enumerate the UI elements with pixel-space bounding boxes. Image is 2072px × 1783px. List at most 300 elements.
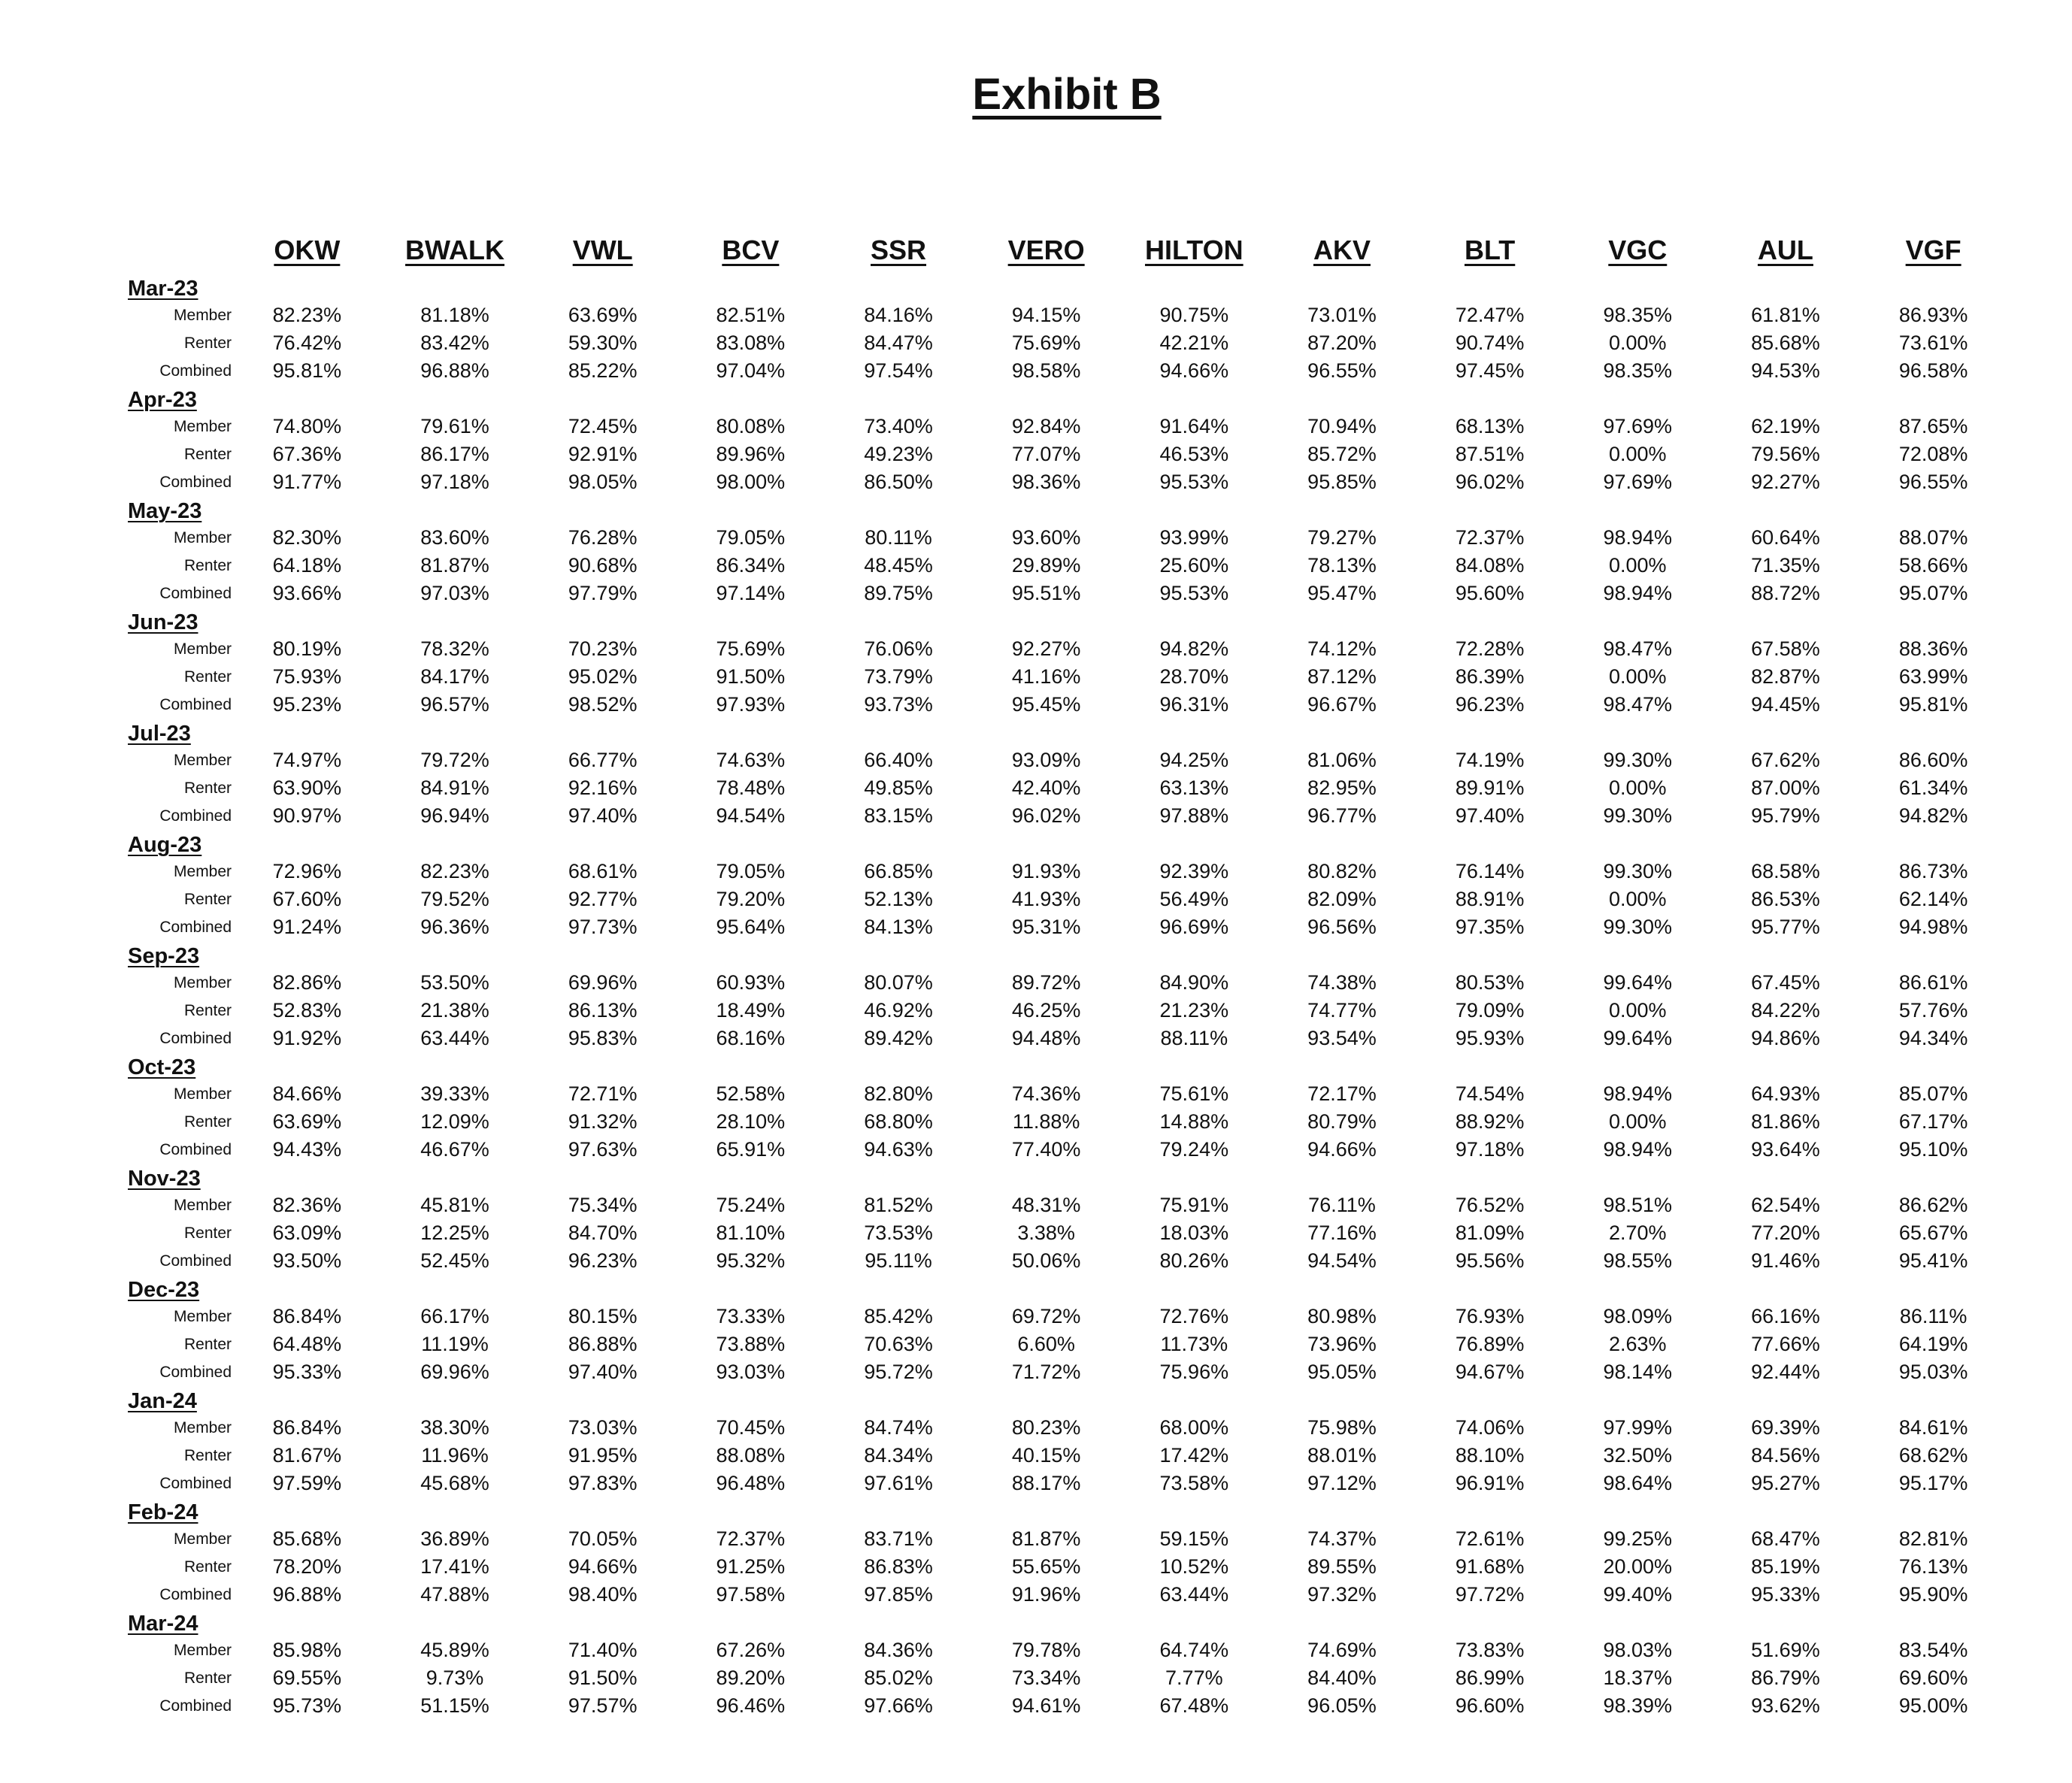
table-cell: 80.82% bbox=[1307, 860, 1377, 882]
table-cell: 86.50% bbox=[864, 471, 933, 493]
month-row bbox=[128, 719, 2007, 746]
table-cell: 95.64% bbox=[716, 916, 786, 938]
table-cell: 72.08% bbox=[1898, 443, 1968, 465]
table-cell: 96.91% bbox=[1455, 1472, 1525, 1494]
table-cell: 92.39% bbox=[1159, 860, 1229, 882]
table-cell: 88.17% bbox=[1011, 1472, 1081, 1494]
table-cell: 51.15% bbox=[420, 1694, 489, 1717]
table-cell: 59.15% bbox=[1159, 1527, 1229, 1550]
table-cell: 18.37% bbox=[1603, 1666, 1673, 1689]
table-cell: 62.14% bbox=[1898, 888, 1968, 910]
table-cell: 94.66% bbox=[1307, 1138, 1377, 1161]
table-cell: 59.30% bbox=[568, 331, 638, 354]
table-cell: 91.25% bbox=[716, 1555, 786, 1578]
row-label: Combined bbox=[159, 918, 232, 936]
month-row bbox=[128, 1052, 2007, 1080]
table-cell: 75.69% bbox=[1011, 331, 1081, 354]
table-cell: 97.59% bbox=[272, 1472, 342, 1494]
table-cell: 72.28% bbox=[1455, 637, 1525, 660]
table-cell: 88.11% bbox=[1160, 1027, 1228, 1049]
month-row bbox=[128, 385, 2007, 413]
table-cell: 95.10% bbox=[1898, 1138, 1968, 1161]
table-cell: 82.23% bbox=[420, 860, 489, 882]
table-cell: 48.31% bbox=[1011, 1194, 1081, 1216]
table-row-renter bbox=[128, 1664, 2007, 1692]
table-cell: 75.34% bbox=[568, 1194, 638, 1216]
table-cell: 64.19% bbox=[1898, 1333, 1968, 1355]
row-label: Renter bbox=[184, 556, 232, 574]
table-cell: 98.03% bbox=[1603, 1639, 1673, 1661]
table-cell: 84.34% bbox=[864, 1444, 933, 1467]
table-cell: 95.73% bbox=[272, 1694, 342, 1717]
table-cell: 97.12% bbox=[1307, 1472, 1377, 1494]
table-cell: 96.02% bbox=[1455, 471, 1525, 493]
table-cell: 80.26% bbox=[1159, 1249, 1229, 1272]
table-cell: 99.64% bbox=[1603, 971, 1673, 994]
header-corner bbox=[128, 235, 233, 274]
table-cell: 84.17% bbox=[420, 665, 489, 688]
page-title: Exhibit B bbox=[972, 70, 1162, 119]
table-cell: 82.51% bbox=[716, 304, 786, 326]
table-cell: 68.00% bbox=[1159, 1416, 1229, 1439]
table-row-combined bbox=[128, 1136, 2007, 1164]
table-cell: 63.90% bbox=[272, 776, 342, 799]
table-cell: 69.39% bbox=[1751, 1416, 1820, 1439]
table-cell: 29.89% bbox=[1011, 554, 1081, 577]
row-label: Member bbox=[174, 417, 232, 435]
table-cell: 79.27% bbox=[1307, 526, 1377, 549]
table-cell: 92.27% bbox=[1751, 471, 1820, 493]
table-cell: 98.09% bbox=[1603, 1305, 1673, 1327]
table-cell: 67.48% bbox=[1159, 1694, 1229, 1717]
table-cell: 84.56% bbox=[1751, 1444, 1820, 1467]
table-cell: 96.57% bbox=[420, 693, 489, 716]
table-cell: 97.45% bbox=[1455, 359, 1525, 382]
table-cell: 99.30% bbox=[1603, 860, 1673, 882]
table-row-renter bbox=[128, 552, 2007, 580]
month-label: Mar-24 bbox=[128, 1612, 198, 1636]
table-cell: 7.77% bbox=[1165, 1666, 1223, 1689]
table-row-combined bbox=[128, 913, 2007, 941]
table-cell: 74.12% bbox=[1307, 637, 1377, 660]
month-row bbox=[128, 1164, 2007, 1191]
table-cell: 77.66% bbox=[1751, 1333, 1820, 1355]
table-cell: 98.05% bbox=[568, 471, 638, 493]
table-cell: 76.13% bbox=[1898, 1555, 1968, 1578]
table-cell: 64.93% bbox=[1751, 1082, 1820, 1105]
table-cell: 76.28% bbox=[568, 526, 638, 549]
table-cell: 73.33% bbox=[716, 1305, 786, 1327]
table-cell: 80.23% bbox=[1011, 1416, 1081, 1439]
table-cell: 95.45% bbox=[1011, 693, 1081, 716]
table-row-combined bbox=[128, 1581, 2007, 1609]
table-cell: 81.06% bbox=[1307, 749, 1377, 771]
table-cell: 95.81% bbox=[272, 359, 342, 382]
table-cell: 83.42% bbox=[420, 331, 489, 354]
table-cell: 56.49% bbox=[1159, 888, 1229, 910]
table-cell: 77.20% bbox=[1751, 1221, 1820, 1244]
table-cell: 60.93% bbox=[716, 971, 786, 994]
table-cell: 98.39% bbox=[1603, 1694, 1673, 1717]
row-label: Member bbox=[174, 528, 232, 546]
table-cell: 95.90% bbox=[1898, 1583, 1968, 1606]
table-cell: 66.77% bbox=[568, 749, 638, 771]
table-cell: 95.81% bbox=[1898, 693, 1968, 716]
table-cell: 72.47% bbox=[1455, 304, 1525, 326]
table-cell: 79.52% bbox=[420, 888, 489, 910]
table-cell: 91.46% bbox=[1751, 1249, 1820, 1272]
table-cell: 82.81% bbox=[1898, 1527, 1968, 1550]
table-cell: 98.55% bbox=[1603, 1249, 1673, 1272]
table-cell: 99.30% bbox=[1603, 749, 1673, 771]
table-cell: 97.66% bbox=[864, 1694, 933, 1717]
table-cell: 0.00% bbox=[1609, 999, 1667, 1022]
table-cell: 73.40% bbox=[864, 415, 933, 437]
table-cell: 82.23% bbox=[272, 304, 342, 326]
table-cell: 50.06% bbox=[1011, 1249, 1081, 1272]
table-cell: 86.62% bbox=[1898, 1194, 1968, 1216]
table-cell: 3.38% bbox=[1017, 1221, 1075, 1244]
table-cell: 73.96% bbox=[1307, 1333, 1377, 1355]
table-cell: 64.74% bbox=[1159, 1639, 1229, 1661]
table-cell: 98.35% bbox=[1603, 304, 1673, 326]
table-cell: 75.24% bbox=[716, 1194, 786, 1216]
table-cell: 12.09% bbox=[420, 1110, 489, 1133]
table-cell: 84.91% bbox=[420, 776, 489, 799]
table-cell: 95.23% bbox=[272, 693, 342, 716]
row-label: Combined bbox=[159, 1140, 232, 1158]
table-cell: 65.67% bbox=[1898, 1221, 1968, 1244]
month-label: Mar-23 bbox=[128, 277, 198, 301]
month-row bbox=[128, 607, 2007, 635]
table-cell: 45.81% bbox=[420, 1194, 489, 1216]
table-cell: 77.40% bbox=[1011, 1138, 1081, 1161]
table-cell: 71.40% bbox=[568, 1639, 638, 1661]
row-label: Combined bbox=[159, 1474, 232, 1492]
table-cell: 98.64% bbox=[1603, 1472, 1673, 1494]
table-cell: 82.86% bbox=[272, 971, 342, 994]
table-cell: 67.17% bbox=[1898, 1110, 1968, 1133]
table-cell: 75.98% bbox=[1307, 1416, 1377, 1439]
table-cell: 93.99% bbox=[1159, 526, 1229, 549]
table-cell: 74.37% bbox=[1307, 1527, 1377, 1550]
table-cell: 72.37% bbox=[1455, 526, 1525, 549]
table-cell: 96.46% bbox=[716, 1694, 786, 1717]
table-row-member bbox=[128, 1080, 2007, 1108]
table-cell: 73.79% bbox=[864, 665, 933, 688]
table-cell: 49.85% bbox=[864, 776, 933, 799]
table-cell: 28.10% bbox=[716, 1110, 786, 1133]
table-cell: 97.88% bbox=[1159, 804, 1229, 827]
table-cell: 94.67% bbox=[1455, 1361, 1525, 1383]
table-cell: 72.37% bbox=[716, 1527, 786, 1550]
table-cell: 73.61% bbox=[1898, 331, 1968, 354]
table-cell: 92.27% bbox=[1011, 637, 1081, 660]
month-label: Apr-23 bbox=[128, 388, 197, 412]
table-cell: 81.52% bbox=[864, 1194, 933, 1216]
column-header-ssr: SSR bbox=[870, 235, 927, 265]
table-cell: 74.63% bbox=[716, 749, 786, 771]
table-cell: 89.72% bbox=[1011, 971, 1081, 994]
table-cell: 94.82% bbox=[1159, 637, 1229, 660]
table-cell: 96.56% bbox=[1307, 916, 1377, 938]
table-cell: 83.08% bbox=[716, 331, 786, 354]
month-row bbox=[128, 830, 2007, 858]
table-cell: 65.91% bbox=[716, 1138, 786, 1161]
table-cell: 96.55% bbox=[1307, 359, 1377, 382]
table-cell: 74.54% bbox=[1455, 1082, 1525, 1105]
table-row-member bbox=[128, 1525, 2007, 1553]
table-cell: 71.35% bbox=[1751, 554, 1820, 577]
table-cell: 97.40% bbox=[568, 804, 638, 827]
table-cell: 98.40% bbox=[568, 1583, 638, 1606]
table-row-member bbox=[128, 1414, 2007, 1442]
table-cell: 49.23% bbox=[864, 443, 933, 465]
table-cell: 67.36% bbox=[272, 443, 342, 465]
month-label: Aug-23 bbox=[128, 833, 202, 857]
table-row-renter bbox=[128, 440, 2007, 468]
table-cell: 95.33% bbox=[1751, 1583, 1820, 1606]
row-label: Renter bbox=[184, 890, 232, 908]
table-cell: 41.93% bbox=[1011, 888, 1081, 910]
table-row-combined bbox=[128, 691, 2007, 719]
table-cell: 98.94% bbox=[1603, 526, 1673, 549]
table-cell: 97.69% bbox=[1603, 471, 1673, 493]
table-cell: 95.05% bbox=[1307, 1361, 1377, 1383]
table-cell: 97.85% bbox=[864, 1583, 933, 1606]
row-label: Renter bbox=[184, 1001, 232, 1019]
table-cell: 89.91% bbox=[1455, 776, 1525, 799]
table-cell: 94.66% bbox=[1159, 359, 1229, 382]
row-label: Renter bbox=[184, 1224, 232, 1242]
table-row-member bbox=[128, 524, 2007, 552]
table-cell: 84.36% bbox=[864, 1639, 933, 1661]
row-label: Renter bbox=[184, 334, 232, 352]
month-row bbox=[128, 1275, 2007, 1303]
table-cell: 79.05% bbox=[716, 526, 786, 549]
table-cell: 96.60% bbox=[1455, 1694, 1525, 1717]
table-cell: 85.42% bbox=[864, 1305, 933, 1327]
table-cell: 94.63% bbox=[864, 1138, 933, 1161]
table-row-member bbox=[128, 301, 2007, 329]
table-cell: 98.47% bbox=[1603, 693, 1673, 716]
month-label: Sep-23 bbox=[128, 944, 200, 968]
row-label: Combined bbox=[159, 1697, 232, 1715]
table-body bbox=[128, 274, 2007, 1720]
table-cell: 95.33% bbox=[272, 1361, 342, 1383]
table-cell: 11.19% bbox=[421, 1333, 489, 1355]
table-cell: 84.13% bbox=[864, 916, 933, 938]
row-label: Member bbox=[174, 751, 232, 769]
table-cell: 99.64% bbox=[1603, 1027, 1673, 1049]
table-cell: 82.87% bbox=[1751, 665, 1820, 688]
table-cell: 39.33% bbox=[420, 1082, 489, 1105]
table-cell: 76.11% bbox=[1308, 1194, 1376, 1216]
table-cell: 75.93% bbox=[272, 665, 342, 688]
table-cell: 85.22% bbox=[568, 359, 638, 382]
table-cell: 83.15% bbox=[864, 804, 933, 827]
table-row-renter bbox=[128, 329, 2007, 357]
table-cell: 86.84% bbox=[272, 1416, 342, 1439]
table-cell: 69.60% bbox=[1898, 1666, 1968, 1689]
table-cell: 67.60% bbox=[272, 888, 342, 910]
table-cell: 36.89% bbox=[420, 1527, 489, 1550]
table-cell: 0.00% bbox=[1609, 888, 1667, 910]
table-cell: 86.34% bbox=[716, 554, 786, 577]
column-header-vgf: VGF bbox=[1905, 235, 1961, 265]
row-label: Member bbox=[174, 862, 232, 880]
table-cell: 14.88% bbox=[1159, 1110, 1229, 1133]
table-cell: 88.36% bbox=[1898, 637, 1968, 660]
table-cell: 91.50% bbox=[716, 665, 786, 688]
table-cell: 11.88% bbox=[1012, 1110, 1080, 1133]
table-cell: 66.40% bbox=[864, 749, 933, 771]
table-cell: 73.83% bbox=[1455, 1639, 1525, 1661]
table-row-renter bbox=[128, 1553, 2007, 1581]
table-cell: 85.98% bbox=[272, 1639, 342, 1661]
table-cell: 97.03% bbox=[420, 582, 489, 604]
row-label: Combined bbox=[159, 1363, 232, 1381]
table-cell: 97.57% bbox=[568, 1694, 638, 1717]
table-cell: 80.79% bbox=[1307, 1110, 1377, 1133]
table-cell: 75.61% bbox=[1159, 1082, 1229, 1105]
month-label: Dec-23 bbox=[128, 1278, 200, 1302]
table-cell: 93.73% bbox=[864, 693, 933, 716]
row-label: Combined bbox=[159, 695, 232, 713]
table-row-combined bbox=[128, 357, 2007, 385]
table-row-combined bbox=[128, 1025, 2007, 1052]
table-cell: 83.71% bbox=[864, 1527, 933, 1550]
table-cell: 98.94% bbox=[1603, 1138, 1673, 1161]
table-cell: 86.88% bbox=[568, 1333, 638, 1355]
table-row-renter bbox=[128, 997, 2007, 1025]
table-cell: 74.06% bbox=[1455, 1416, 1525, 1439]
table-cell: 88.08% bbox=[716, 1444, 786, 1467]
table-cell: 63.69% bbox=[272, 1110, 342, 1133]
month-row bbox=[128, 1609, 2007, 1636]
table-cell: 80.19% bbox=[272, 637, 342, 660]
table-cell: 95.27% bbox=[1751, 1472, 1820, 1494]
table-row-renter bbox=[128, 885, 2007, 913]
table-cell: 58.66% bbox=[1898, 554, 1968, 577]
table-cell: 38.30% bbox=[420, 1416, 489, 1439]
table-cell: 99.25% bbox=[1603, 1527, 1673, 1550]
table-cell: 97.04% bbox=[716, 359, 786, 382]
table-cell: 32.50% bbox=[1603, 1444, 1673, 1467]
table-cell: 85.68% bbox=[1751, 331, 1820, 354]
table-cell: 72.71% bbox=[568, 1082, 638, 1105]
table-cell: 95.47% bbox=[1307, 582, 1377, 604]
table-cell: 87.65% bbox=[1898, 415, 1968, 437]
table-row-renter bbox=[128, 774, 2007, 802]
table-cell: 84.70% bbox=[568, 1221, 638, 1244]
table-cell: 89.20% bbox=[716, 1666, 786, 1689]
table-row-renter bbox=[128, 663, 2007, 691]
table-cell: 0.00% bbox=[1609, 443, 1667, 465]
table-cell: 69.55% bbox=[272, 1666, 342, 1689]
table-cell: 98.94% bbox=[1603, 1082, 1673, 1105]
table-cell: 94.53% bbox=[1751, 359, 1820, 382]
table-cell: 96.69% bbox=[1159, 916, 1229, 938]
column-header-vgc: VGC bbox=[1608, 235, 1668, 265]
table-cell: 73.58% bbox=[1159, 1472, 1229, 1494]
row-label: Renter bbox=[184, 1446, 232, 1464]
table-cell: 68.13% bbox=[1455, 415, 1525, 437]
table-cell: 84.74% bbox=[864, 1416, 933, 1439]
column-header-okw: OKW bbox=[274, 235, 341, 265]
table-cell: 96.94% bbox=[420, 804, 489, 827]
table-cell: 63.44% bbox=[420, 1027, 489, 1049]
table-cell: 68.80% bbox=[864, 1110, 933, 1133]
table-cell: 46.92% bbox=[864, 999, 933, 1022]
table-cell: 73.34% bbox=[1011, 1666, 1081, 1689]
table-cell: 91.64% bbox=[1159, 415, 1229, 437]
table-cell: 95.11% bbox=[865, 1249, 932, 1272]
table-cell: 97.40% bbox=[568, 1361, 638, 1383]
table-cell: 86.93% bbox=[1898, 304, 1968, 326]
table-row-combined bbox=[128, 580, 2007, 607]
table-cell: 85.72% bbox=[1307, 443, 1377, 465]
month-row bbox=[128, 274, 2007, 301]
table-cell: 95.83% bbox=[568, 1027, 638, 1049]
table-cell: 76.14% bbox=[1455, 860, 1525, 882]
row-label: Combined bbox=[159, 807, 232, 825]
table-cell: 98.47% bbox=[1603, 637, 1673, 660]
table-cell: 0.00% bbox=[1609, 1110, 1667, 1133]
row-label: Renter bbox=[184, 1335, 232, 1353]
table-cell: 67.45% bbox=[1751, 971, 1820, 994]
table-cell: 40.15% bbox=[1011, 1444, 1081, 1467]
table-cell: 86.17% bbox=[420, 443, 489, 465]
table-cell: 73.01% bbox=[1307, 304, 1377, 326]
table-cell: 91.32% bbox=[568, 1110, 638, 1133]
table-cell: 95.41% bbox=[1898, 1249, 1968, 1272]
table-cell: 68.16% bbox=[716, 1027, 786, 1049]
table-cell: 91.68% bbox=[1455, 1555, 1525, 1578]
table-cell: 95.07% bbox=[1898, 582, 1968, 604]
table-cell: 53.50% bbox=[420, 971, 489, 994]
table-cell: 93.54% bbox=[1307, 1027, 1377, 1049]
table-cell: 91.24% bbox=[272, 916, 342, 938]
table-cell: 95.53% bbox=[1159, 471, 1229, 493]
table-cell: 42.21% bbox=[1159, 331, 1229, 354]
table-cell: 87.00% bbox=[1751, 776, 1820, 799]
table-cell: 94.98% bbox=[1898, 916, 1968, 938]
table-cell: 12.25% bbox=[420, 1221, 489, 1244]
table-row-member bbox=[128, 858, 2007, 885]
table-cell: 76.93% bbox=[1455, 1305, 1525, 1327]
table-cell: 97.93% bbox=[716, 693, 786, 716]
table-cell: 79.20% bbox=[716, 888, 786, 910]
month-label: Feb-24 bbox=[128, 1500, 198, 1524]
table-cell: 21.38% bbox=[420, 999, 489, 1022]
row-label: Member bbox=[174, 1307, 232, 1325]
table-cell: 66.17% bbox=[420, 1305, 489, 1327]
table-cell: 57.76% bbox=[1898, 999, 1968, 1022]
table-cell: 46.67% bbox=[420, 1138, 489, 1161]
table-row-combined bbox=[128, 468, 2007, 496]
table-cell: 2.70% bbox=[1609, 1221, 1667, 1244]
table-cell: 80.11% bbox=[865, 526, 932, 549]
table-cell: 97.35% bbox=[1455, 916, 1525, 938]
table-cell: 83.54% bbox=[1898, 1639, 1968, 1661]
row-label: Renter bbox=[184, 1112, 232, 1131]
table-cell: 83.60% bbox=[420, 526, 489, 549]
table-cell: 91.50% bbox=[568, 1666, 638, 1689]
table-cell: 80.98% bbox=[1307, 1305, 1377, 1327]
table-cell: 99.30% bbox=[1603, 804, 1673, 827]
table-cell: 98.51% bbox=[1603, 1194, 1673, 1216]
